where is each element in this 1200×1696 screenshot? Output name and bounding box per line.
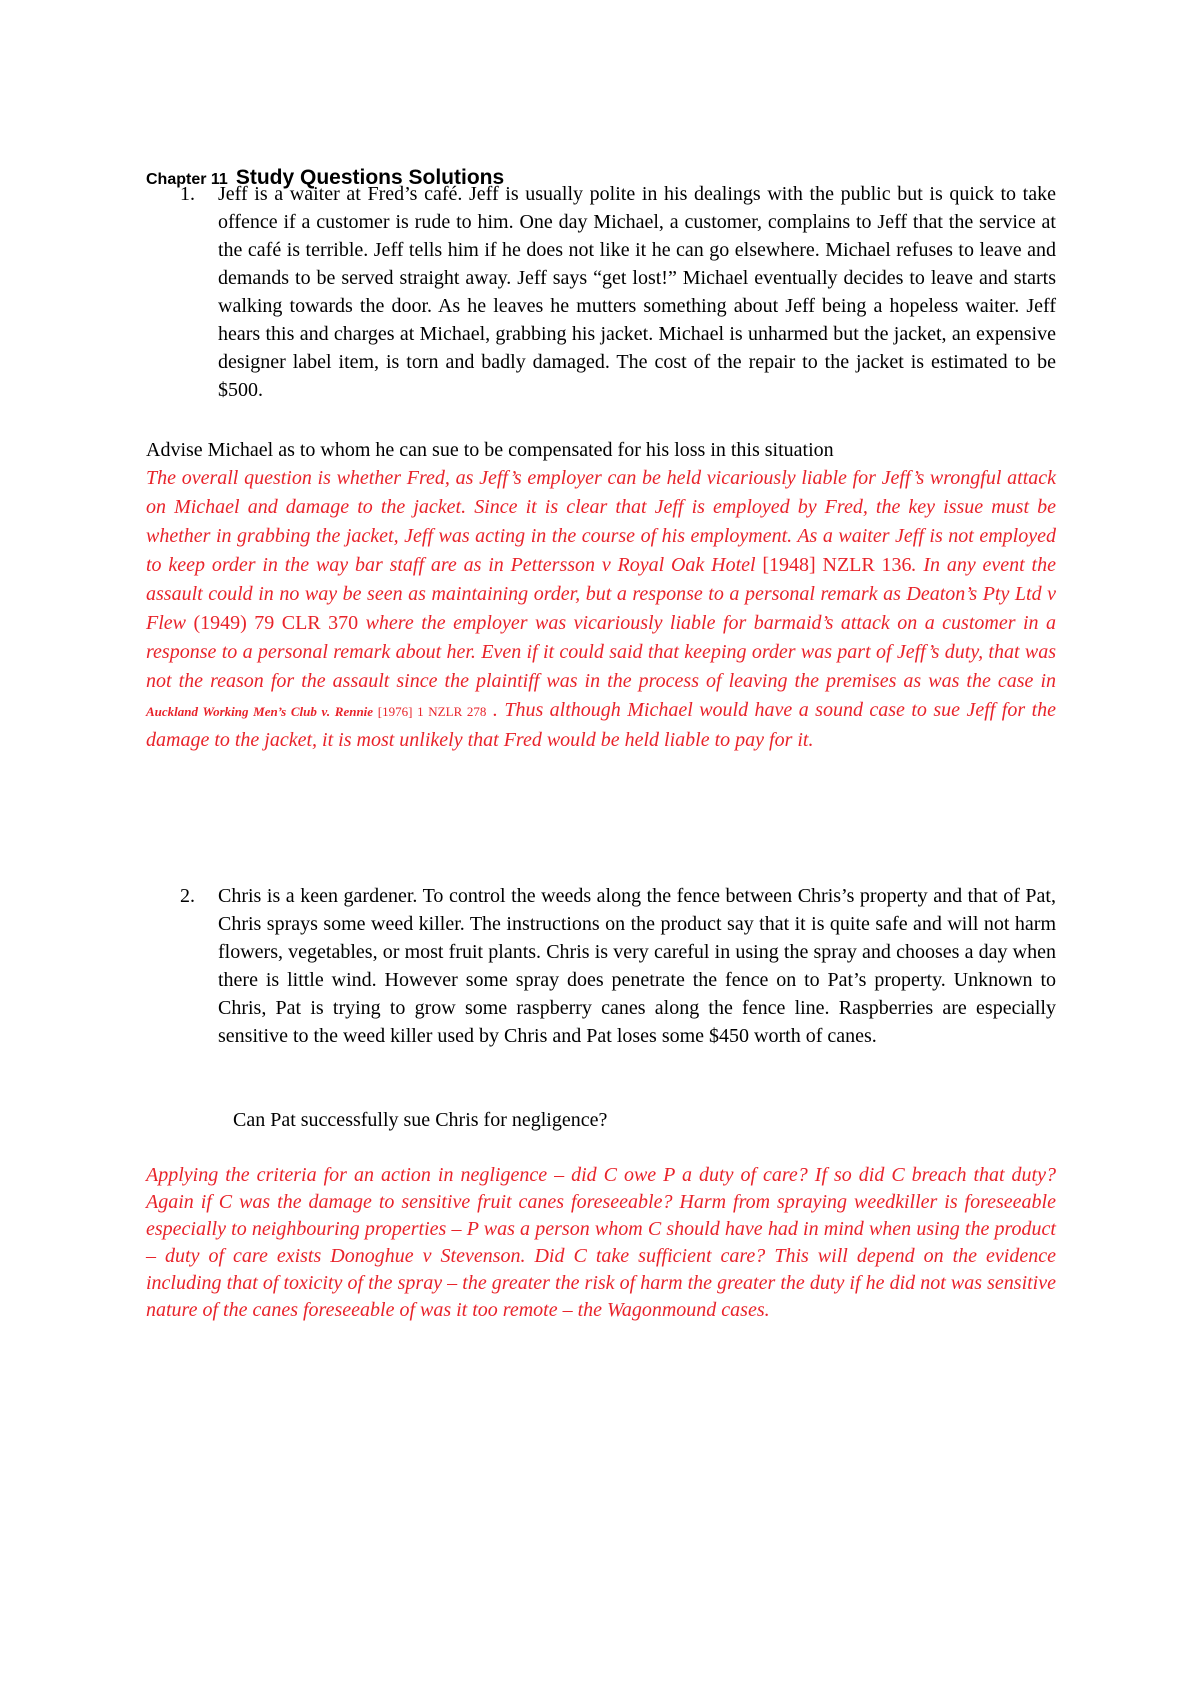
answer-1-citation-2: (1949) 79 CLR 370 (193, 612, 359, 634)
question-2-text: Chris is a keen gardener. To control the weeds along the fence between Chris’s property and that of Pat, Chris sprays some weed killer. The instructions on the product say that it is quite safe and will not harm flowers, vegetables, or most fruit plants. Chris is very careful in using the spray and chooses a day when there is little wind. However some spray does penetrate the fence on to Pat’s property. Unknown to Chris, Pat is trying to grow some raspberry canes along the fence line. Raspberries are especially sensitive to the weed killer used by Chris and Pat loses some $450 worth of canes. (218, 885, 1056, 1047)
answer-1-case-3: Auckland Working Men’s Club v. Rennie (146, 704, 374, 719)
heading-title: Study Questions Solutions (235, 166, 505, 189)
question-1-prompt: Advise Michael as to whom he can sue to be compensated for his loss in this situation (146, 439, 834, 461)
question-1-answer (146, 464, 1056, 755)
heading-chapter: Chapter 11 (146, 171, 228, 188)
question-2-answer: Applying the criteria for an action in negligence – did C owe P a duty of care? If so did C breach that duty? Again if C was the damage to sensitive fruit canes foreseeable? Harm from spraying weedkiller is foreseeable especially to neighbouring properties – P was a person whom C should have had in mind when using the product – duty of care exists Donoghue v Stevenson. Did C take sufficient care? This will depend on the evidence including that of toxicity of the spray – the greater the risk of harm the greater the duty if he did not was sensitive nature of the canes foreseeable of was it too remote – the Wagonmound cases. (146, 1164, 1056, 1321)
question-1-number: 1. (180, 183, 195, 205)
question-2-prompt: Can Pat successfully sue Chris for negligence? (233, 1109, 608, 1131)
question-1-text: Jeff is a waiter at Fred’s café. Jeff is usually polite in his dealings with the public but is quick to take offence if a customer is rude to him. One day Michael, a customer, complains to Jeff that the service at the café is terrible. Jeff tells him if he does not like it he can go elsewhere. Michael refuses to leave and demands to be served straight away. Jeff says “get lost!” Michael eventually decides to leave and starts walking towards the door. As he leaves he mutters something about Jeff being a hopeless waiter. Jeff hears this and charges at Michael, grabbing his jacket. Michael is unharmed but the jacket, an expensive designer label item, is torn and badly damaged. The cost of the repair to the jacket is estimated to be $500. (218, 183, 1056, 401)
answer-1-citation-1: [1948] NZLR 136 (762, 554, 912, 576)
answer-1-part-1: The overall question is whether Fred, as Jeff’s employer can be held vicariously liable for Jeff’s wrongful attack on Michael and damage to the jacket. Since it is clear that Jeff is employed by Fred, the key issue must be whether in grabbing the jacket, Jeff was acting in the course of his employment. As a waiter Jeff is not employed to keep order in the way bar staff are as in Pettersson v Royal Oak Hotel (146, 467, 1056, 576)
answer-1-part-3: where the employer was vicariously liable for barmaid’s attack on a customer in a response to a personal remark about her. Even if it could said that keeping order was part of Jeff’s duty, that was not the reason for the assault since the plaintiff was in the process of leaving the premises as was the case in (146, 612, 1056, 692)
answer-1-part-4: . Thus although Michael would have a sound case to sue Jeff for the damage to the jacket, it is most unlikely that Fred would be held liable to pay for it. (146, 699, 1057, 751)
answer-1-part-2: . In any event the assault could in no way be seen as maintaining order, but a response to a personal remark as Deaton’s Pty Ltd v Flew (146, 554, 1056, 634)
question-2-number: 2. (180, 885, 195, 907)
answer-1-citation-3: [1976] 1 NZLR 278 (373, 704, 487, 719)
